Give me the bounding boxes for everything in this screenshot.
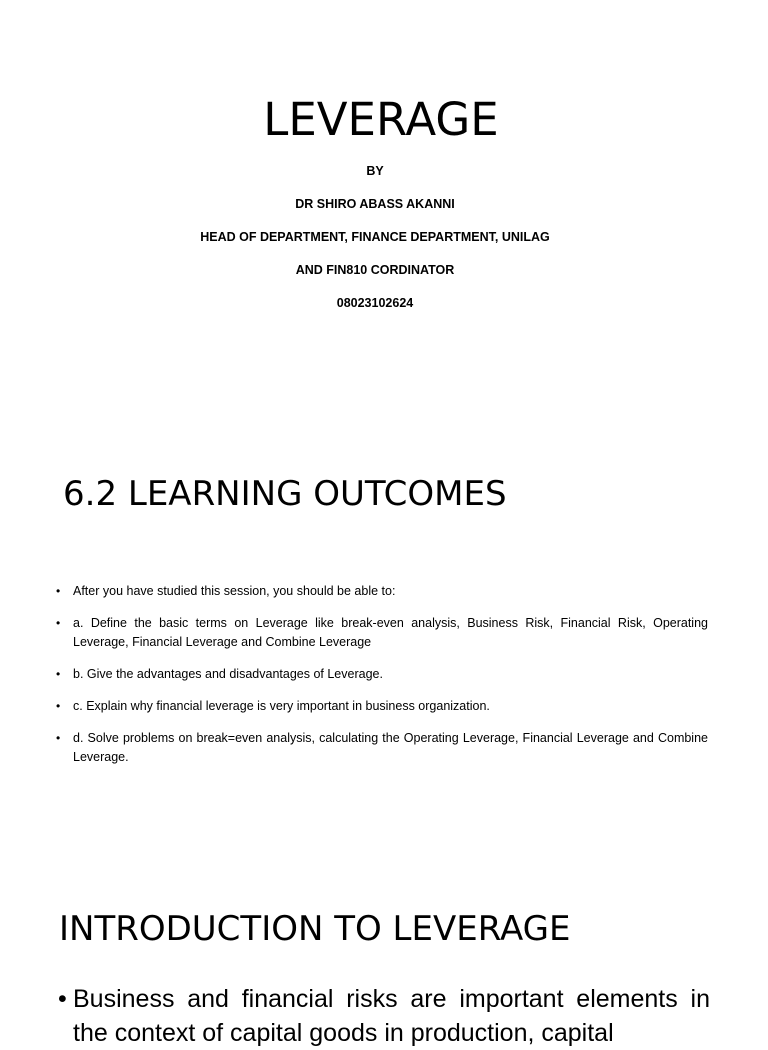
author-name: DR SHIRO ABASS AKANNI bbox=[295, 197, 455, 211]
author-role: HEAD OF DEPARTMENT, FINANCE DEPARTMENT, UNILAG bbox=[200, 230, 550, 244]
bullet-icon: • bbox=[56, 699, 61, 713]
bullet-icon: • bbox=[56, 616, 61, 630]
bullet-icon: • bbox=[56, 667, 61, 681]
list-item bbox=[56, 665, 708, 684]
list-item bbox=[56, 614, 708, 652]
list-item-text: d. Solve problems on break=even analysis, calculating the Operating Leverage, Financial Leverage and Combine Leverage. bbox=[73, 731, 708, 764]
author-phone: 08023102624 bbox=[336, 296, 414, 310]
list-item-text: Business and financial risks are important elements in the context of capital goods in production, capital bbox=[73, 985, 710, 1047]
bullet-icon: • bbox=[56, 731, 61, 745]
title-slide bbox=[0, 0, 768, 410]
introduction-slide bbox=[0, 830, 768, 1047]
list-item-text: After you have studied this session, you should be able to: bbox=[73, 584, 396, 598]
list-item bbox=[56, 729, 708, 767]
bullet-icon: • bbox=[56, 584, 61, 598]
list-item bbox=[56, 582, 708, 601]
intro-list bbox=[58, 982, 710, 1050]
list-item bbox=[56, 697, 708, 716]
list-item-text: b. Give the advantages and disadvantages of Leverage. bbox=[73, 667, 383, 681]
list-item-text: a. Define the basic terms on Leverage like break-even analysis, Business Risk, Financial Risk, Operating Leverage, Financial Leverage and Combine Leverage bbox=[73, 616, 708, 649]
author-coordinator: AND FIN810 CORDINATOR bbox=[295, 263, 455, 277]
outcomes-list bbox=[56, 582, 708, 780]
slide-title: LEVERAGE bbox=[263, 93, 499, 146]
learning-outcomes-slide bbox=[0, 410, 768, 830]
list-item bbox=[58, 982, 710, 1050]
section-title: INTRODUCTION TO LEVERAGE bbox=[59, 909, 571, 949]
subtitle-by: BY bbox=[366, 164, 384, 178]
list-item-text: c. Explain why financial leverage is very important in business organization. bbox=[73, 699, 490, 713]
bullet-icon: • bbox=[58, 985, 67, 1013]
section-title: 6.2 LEARNING OUTCOMES bbox=[63, 474, 507, 514]
